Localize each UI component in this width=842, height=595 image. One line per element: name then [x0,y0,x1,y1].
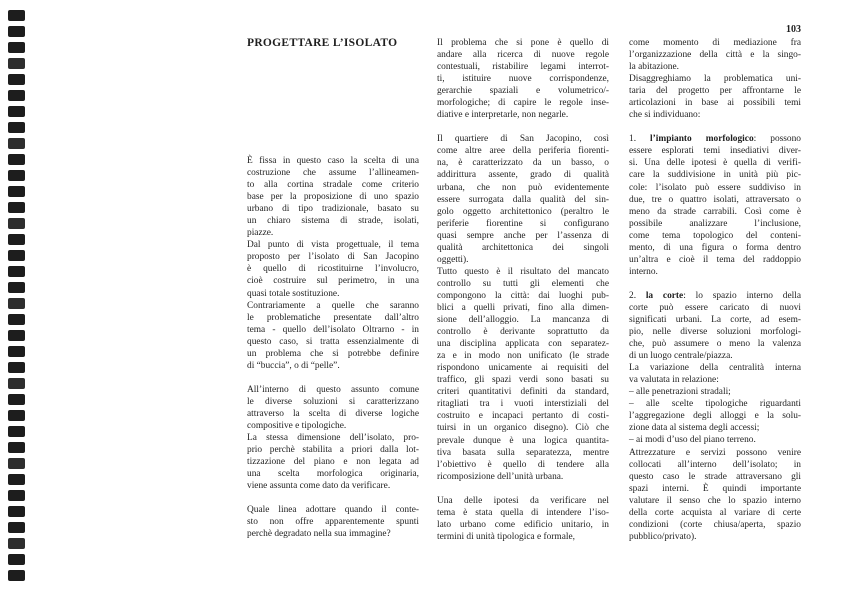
film-strip-hole [8,186,25,197]
text-line: due, tre o quattro isolati, attraversato o [629,194,801,205]
film-strip-hole [8,378,25,389]
film-strip-hole [8,522,25,533]
text-line: quasi totale sostituzione. [247,288,340,299]
text-line: un’altra e cioè il tema del raddoppio [629,254,801,265]
text-line: Quale linea adottare quando il conte- [247,505,419,516]
paragraph [247,300,419,372]
text-line: qualità architettonica dei singoli [437,242,609,253]
paragraph-gap [629,278,801,290]
text-line: attraverso la scelta di diverse logiche [247,408,419,419]
paragraph [629,386,801,398]
text-line: che, può assumere o meno la valenza [629,339,801,350]
film-strip-hole [8,122,25,133]
text-line: – alle scelte tipologiche riguardanti [629,399,801,410]
paragraph [437,266,609,483]
film-strip-hole [8,266,25,277]
text-line: È fissa in questo caso la scelta di una [247,156,419,166]
film-strip [8,10,25,581]
text-line: Tutto questo è il risultato del mancato [437,266,609,277]
text-line: urbano di tipo tradizionale, basato su [247,204,419,215]
text-line: blici a quelli privati, fino alla dimen- [437,302,609,313]
film-strip-hole [8,330,25,341]
text-line: meno da strade carrabili. Così come è [629,206,801,217]
paragraph [629,447,801,543]
text-line: le diverse soluzioni si caratterizzano [247,396,419,407]
text-line: che si individuano: [629,110,701,121]
text-line: contestuali, ristabilire legami interrot- [437,62,609,73]
film-strip-hole [8,410,25,421]
text-line: va valutata in relazione: [629,375,719,386]
text-line: cioè costruire sul perimetro, in una [247,276,419,287]
text-line: lato urbano come edificio unitario, in [437,519,609,530]
text-line: ricomposizione dell’unità urbana. [437,471,564,482]
paragraph-gap [437,121,609,133]
text-line: tuirsi in un organico disegno). Ciò che [437,423,609,434]
text-line: La stessa dimensione dell’isolato, pro- [247,433,419,444]
film-strip-hole [8,554,25,565]
paragraph [629,290,801,362]
text-line: pio, nelle diverse soluzioni morfologi- [629,327,801,338]
text-line: criteri quantitativi definiti da standard, [437,387,609,398]
text-line: possibile analizzare l’inclusione, [629,218,801,229]
text-line: pubblico/privato). [629,531,697,542]
text-line: andare alla ricerca di nuove regole [437,50,609,61]
film-strip-hole [8,490,25,501]
text-line: di “buccia”, o di “pelle”. [247,360,340,371]
film-strip-hole [8,170,25,181]
film-strip-hole [8,458,25,469]
text-line: articolazioni in base ai possibili temi [629,98,801,109]
text-line: valutare il senso che lo spazio interno [629,495,801,506]
text-line: perchè degradato nella sua immagine? [247,529,391,540]
text-line: costruzione che assume l’allineamen- [247,168,419,179]
text-line: gerarchie spaziali e volumetrico/- [437,86,609,97]
paragraph [629,37,801,73]
film-strip-hole [8,282,25,293]
text-line: Il problema che si pone è quello di [437,38,609,48]
text-line: condizioni (corte chiusa/aperta, spazio [629,519,801,530]
text-line: interno. [629,266,658,277]
bold-text: la corte [645,290,684,301]
text-line: prio perchè stabilita a priori dalla lot- [247,445,419,456]
paragraph-gap [247,372,419,384]
film-strip-hole [8,346,25,357]
text-line: questo caso, si tratta essenzialmente di [247,336,419,347]
paragraph [629,73,801,121]
paragraph [437,37,609,121]
column-left [247,155,419,540]
bold-text: l’impianto morfologico [650,134,754,145]
paragraph [629,434,801,446]
film-strip-hole [8,106,25,117]
text-line: Disaggreghiamo la problematica uni- [629,74,801,85]
film-strip-hole [8,218,25,229]
text-line: essere surrogata dalla qualità del sin- [437,194,609,205]
text-line: di un luogo centrale/piazza. [629,351,733,362]
text-line: tiva basata sulla separatezza, mentre [437,447,609,458]
film-strip-hole [8,474,25,485]
text-line: oggetti). [437,254,469,265]
paragraph [629,362,801,386]
text-line: 2. la corte: lo spazio interno della [629,290,802,301]
text-line: controllo è derivante soprattutto da [437,327,609,338]
film-strip-hole [8,298,25,309]
page-number: 103 [786,24,801,35]
text-line: mento, di una figura o forma dentro [629,242,801,253]
text-line: viene assunta come dato da verificare. [247,481,391,492]
text-line: base per la proposizione di uno spazio [247,192,419,203]
text-line: traffico, gli spazi verdi sono basati su [437,375,609,386]
column-center [437,37,609,543]
text-line: è quello di ricostituirne l’involucro, [247,264,419,275]
film-strip-hole [8,202,25,213]
paragraph [247,155,419,239]
text-line: care la suddivisione in unità più pic- [629,170,801,181]
text-line: addirittura assente, grado di qualità [437,170,609,181]
text-line: Il quartiere di San Jacopino, così [437,134,609,145]
paragraph-gap [629,121,801,133]
text-line: – ai modi d’uso del piano terreno. [629,435,756,446]
text-line: 1. l’impianto morfologico: possono [629,134,801,145]
text-line: La variazione della centralità interna [629,363,801,374]
text-line: l’aggregazione degli alloggi e la solu- [629,411,801,422]
text-line: l’obiettivo è quello di tendere alla [437,459,609,470]
text-line: tema è stata quella di intendere l’iso- [437,507,609,518]
film-strip-hole [8,362,25,373]
film-strip-hole [8,90,25,101]
text-line: come momento di mediazione fra [629,38,801,48]
text-line: na, è caratterizzato da un basso, o [437,158,609,169]
text-line: cole: l’isolato può essere suddiviso in [629,182,801,193]
text-line: prevale dunque è una logica quantita- [437,435,609,446]
text-line: corte può essere caricato di nuovi [629,302,801,313]
text-line: ritagliati tra i vuoti interstiziali del [437,399,609,410]
film-strip-hole [8,58,25,69]
text-line: le problematiche presentate dall’altro [247,312,419,323]
paragraph [437,133,609,266]
text-line: come tema topologico del conteni- [629,230,801,241]
film-strip-hole [8,138,25,149]
text-line: diative e interpretarle, non negarle. [437,110,569,121]
text-line: za e in modo non unificato (le strade [437,351,609,362]
paragraph [629,398,801,434]
text-line: della corte acquista al variare di certe [629,507,801,518]
text-line: Contrariamente a quelle che saranno [247,300,419,311]
text-line: tema - quello dell’isolato Oltrarno - in [247,324,419,335]
text-line: questo caso le strade attraversano gli [629,471,801,482]
paragraph [437,495,609,543]
text-line: costruito e incapaci pertanto di costi- [437,411,609,422]
page-title: PROGETTARE L’ISOLATO [247,37,398,49]
text-line: essere esplorati temi insediativi diver- [629,146,801,157]
text-line: un problema che si potrebbe definire [247,348,419,359]
film-strip-hole [8,442,25,453]
film-strip-hole [8,250,25,261]
paragraph [629,133,801,278]
text-line: proposto per l’isolato di San Jacopino [247,252,419,263]
film-strip-hole [8,154,25,165]
paragraph [247,239,419,299]
text-line: sione dell’alloggio. La mancanza di [437,315,609,326]
film-strip-hole [8,538,25,549]
film-strip-hole [8,426,25,437]
paragraph-gap [247,492,419,504]
text-line: controllo su tutti gli elementi che [437,278,609,289]
film-strip-hole [8,506,25,517]
text-line: compongono la città: dai luoghi pub- [437,290,609,301]
film-strip-hole [8,314,25,325]
text-line: periferie fiorentine si configurano [437,218,609,229]
text-line: Una delle ipotesi da verificare nel [437,495,609,506]
text-line: piazze. [247,228,274,239]
text-line: significati urbani. La corte, ad esem- [629,314,801,325]
film-strip-hole [8,10,25,21]
film-strip-hole [8,42,25,53]
text-line: Dal punto di vista progettuale, il tema [247,240,419,251]
paragraph [247,432,419,492]
paragraph-gap [437,483,609,495]
text-line: la abitazione. [629,62,679,73]
film-strip-hole [8,74,25,85]
text-line: rispondono unicamente ai requisiti del [437,363,609,374]
column-right [629,37,801,543]
text-line: tizzazione del piano e non legata ad [247,457,419,468]
film-strip-hole [8,394,25,405]
text-line: quasi sempre anche per l’assenza di [437,230,609,241]
paragraph [247,384,419,432]
text-line: un chiaro sistema di strade, isolati, [247,216,419,227]
text-line: All’interno di questo assunto comune [247,384,419,395]
text-line: spazi interni. È quindi importante [629,483,801,494]
text-line: sto non offre apparentemente spunti [247,517,419,528]
text-line: come altre aree della periferia fiorenti- [437,146,609,157]
text-line: – alle penetrazioni stradali; [629,387,731,398]
text-line: termini di unità tipologica e formale, [437,531,575,542]
text-line: zione data al sistema degli accessi; [629,423,760,434]
text-line: compositive e tipologiche. [247,420,347,431]
film-strip-hole [8,26,25,37]
text-line: una disciplina applicata con separatez- [437,339,609,350]
text-line: ti, istituire nuove corrispondenze, [437,74,609,85]
text-line: Attrezzature e servizi possono venire [629,447,801,458]
text-line: l’organizzazione della città e la singo- [629,50,801,61]
text-line: taria del progetto per affrontarne le [629,86,801,97]
text-line: una scelta morfologica originaria, [247,469,419,480]
text-line: to alla cortina stradale come criterio [247,180,419,191]
text-line: collocati all’interno dell’isolato; in [629,459,801,470]
text-line: urbana, che non può evidentemente [437,182,609,193]
text-line: si. Una delle ipotesi è quella di verifi- [629,158,801,169]
film-strip-hole [8,234,25,245]
paragraph [247,504,419,540]
film-strip-hole [8,570,25,581]
text-line: morfologiche; di capire le regole inse- [437,98,609,109]
text-line: golo oggetto architettonico (peraltro le [437,206,609,217]
